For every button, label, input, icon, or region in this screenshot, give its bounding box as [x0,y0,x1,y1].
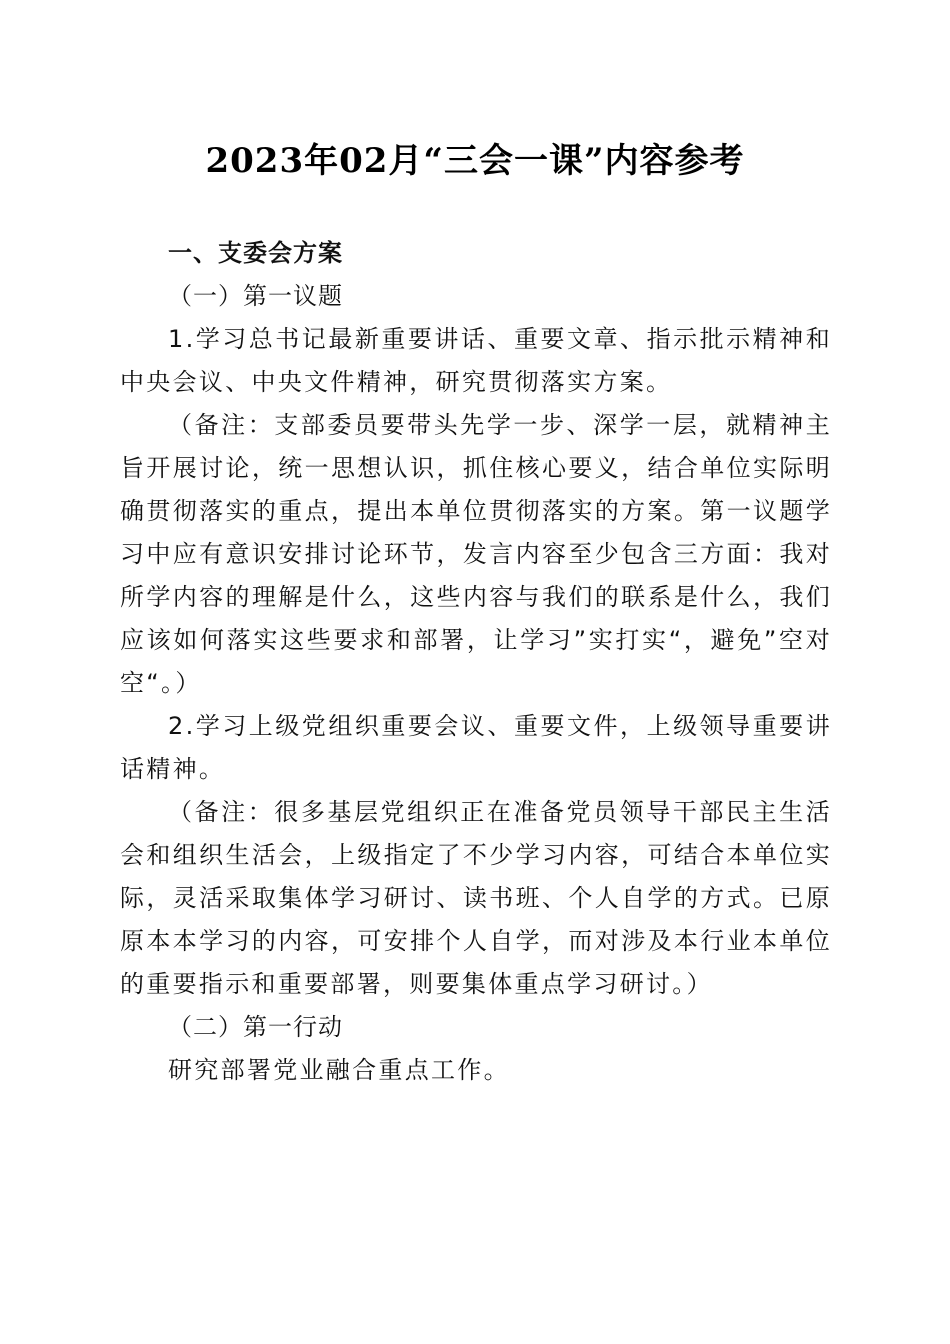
note-2: （备注：很多基层党组织正在准备党员领导干部民主生活会和组织生活会，上级指定了不少学习内容，可结合本单位实际，灵活采取集体学习研讨、读书班、个人自学的方式。已原原本本学习的内容，可安排个人自学，而对涉及本行业本单位的重要指示和重要部署，则要集体重点学习研讨。） [120,798,832,998]
document-body [120,232,832,1092]
subsection-heading: （二）第一行动 [168,1013,343,1041]
section-heading: 一、支委会方案 [168,239,343,267]
agenda-item-2: 2.学习上级党组织重要会议、重要文件，上级领导重要讲话精神。 [120,712,832,783]
subsection-heading: （一）第一议题 [168,282,343,310]
action-item-1: 研究部署党业融合重点工作。 [168,1056,510,1084]
note-1: （备注：支部委员要带头先学一步、深学一层，就精神主旨开展讨论，统一思想认识，抓住核心要义，结合单位实际明确贯彻落实的重点，提出本单位贯彻落实的方案。第一议题学习中应有意识安排讨论环节，发言内容至少包含三方面：我对所学内容的理解是什么，这些内容与我们的联系是什么，我们应该如何落实这些要求和部署，让学习”实打实“，避免”空对空“。） [120,411,832,697]
document-title: 2023年02月“三会一课”内容参考 [205,141,745,181]
agenda-item-1: 1.学习总书记最新重要讲话、重要文章、指示批示精神和中央会议、中央文件精神，研究贯彻落实方案。 [120,325,832,396]
